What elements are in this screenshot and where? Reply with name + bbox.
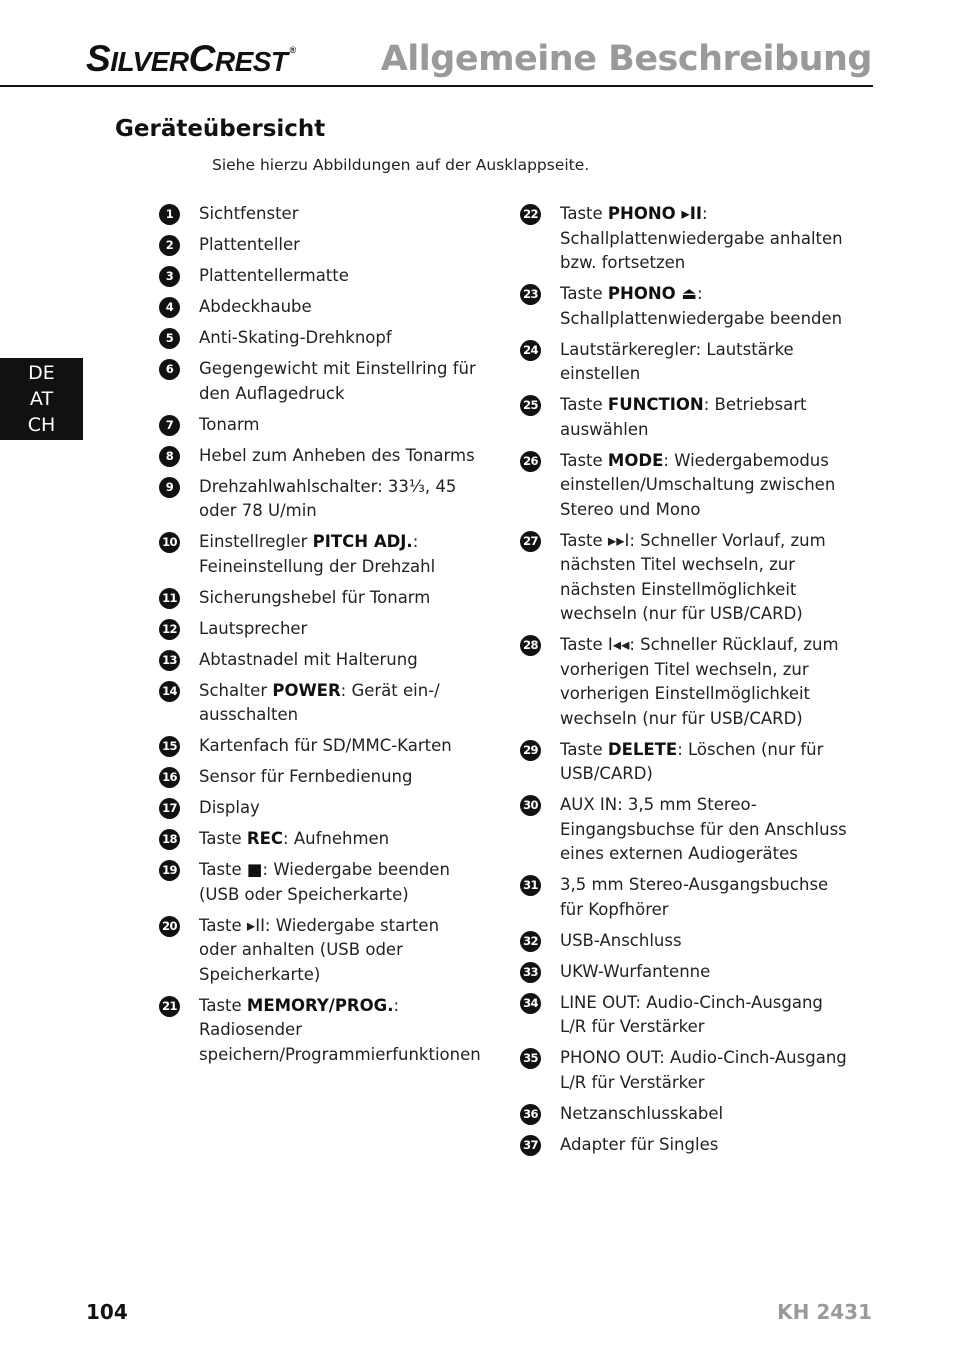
item-description bbox=[560, 875, 828, 919]
list-item bbox=[159, 648, 479, 673]
item-text: Einstellregler bbox=[199, 532, 313, 551]
item-text: : Aufnehmen bbox=[283, 829, 390, 848]
item-text: Taste bbox=[199, 995, 247, 1015]
page-title: Allgemeine Beschreibung bbox=[380, 39, 872, 79]
page-number: 104 bbox=[86, 1300, 128, 1324]
item-number-badge: 31 bbox=[520, 875, 541, 896]
item-text: Lautsprecher bbox=[199, 618, 308, 638]
item-description bbox=[199, 650, 418, 669]
list-item bbox=[520, 738, 850, 787]
item-text: Lautstärkeregler: Lautstärke einstellen bbox=[560, 339, 794, 383]
item-number-badge: 17 bbox=[159, 798, 180, 819]
item-text: Taste bbox=[560, 284, 608, 303]
language-code-at: AT bbox=[29, 388, 54, 410]
item-text: 3,5 mm Stereo-Ausgangsbuchse für Kopfhörer bbox=[560, 875, 829, 919]
item-text: Taste bbox=[199, 829, 247, 848]
section-heading: Geräteübersicht bbox=[115, 116, 326, 142]
item-text: Drehzahlwahlschalter: 33⅓, 45 oder 78 U/min bbox=[199, 476, 457, 520]
item-description bbox=[560, 1104, 723, 1123]
list-item bbox=[520, 338, 850, 387]
intro-text: Siehe hierzu Abbildungen auf der Ausklappseite. bbox=[212, 156, 590, 174]
list-item bbox=[520, 873, 850, 922]
item-description bbox=[199, 829, 389, 848]
item-number-badge: 37 bbox=[520, 1135, 541, 1156]
item-description bbox=[199, 996, 481, 1064]
item-number-badge: 21 bbox=[159, 996, 180, 1017]
item-text: : Schallplattenwiedergabe beenden bbox=[560, 284, 843, 328]
item-number-badge: 36 bbox=[520, 1104, 541, 1125]
list-item bbox=[159, 295, 479, 320]
item-description bbox=[560, 451, 835, 519]
item-description bbox=[560, 531, 826, 624]
item-text: : Betriebsart auswählen bbox=[560, 395, 807, 439]
list-item bbox=[520, 991, 850, 1040]
list-item bbox=[159, 765, 479, 790]
item-text: Netzanschlusskabel bbox=[560, 1103, 724, 1123]
item-number-badge: 32 bbox=[520, 931, 541, 952]
item-description bbox=[560, 284, 842, 328]
item-text: Taste bbox=[199, 860, 247, 879]
list-item bbox=[159, 617, 479, 642]
item-description bbox=[199, 916, 439, 984]
item-number-badge: 27 bbox=[520, 531, 541, 552]
item-number-badge: 12 bbox=[159, 619, 180, 640]
item-number-badge: 28 bbox=[520, 635, 541, 656]
list-item bbox=[159, 530, 479, 579]
list-item bbox=[520, 529, 850, 627]
item-text: Kartenfach für SD/MMC-Karten bbox=[199, 736, 452, 755]
item-number-badge: 25 bbox=[520, 395, 541, 416]
item-keyword: PITCH ADJ. bbox=[312, 532, 413, 551]
language-code-de: DE bbox=[28, 362, 55, 384]
logo-initial-c: C bbox=[188, 38, 215, 79]
item-keyword: ■ bbox=[246, 860, 263, 879]
item-description bbox=[560, 395, 806, 439]
item-text: Sichtfenster bbox=[199, 204, 299, 223]
list-item bbox=[159, 734, 479, 759]
list-item bbox=[159, 202, 479, 227]
list-item bbox=[159, 264, 479, 289]
item-description bbox=[560, 962, 710, 981]
item-description bbox=[199, 359, 476, 403]
item-text: Plattenteller bbox=[199, 235, 300, 254]
list-item bbox=[520, 929, 850, 954]
list-item bbox=[159, 914, 479, 988]
item-text: UKW-Wurfantenne bbox=[560, 961, 711, 981]
language-tab bbox=[0, 358, 83, 440]
item-text: Hebel zum Anheben des Tonarms bbox=[199, 445, 475, 465]
item-keyword: REC bbox=[246, 829, 284, 848]
item-description bbox=[560, 340, 794, 384]
list-item bbox=[520, 960, 850, 985]
item-description bbox=[199, 681, 440, 725]
item-number-badge: 5 bbox=[159, 328, 180, 349]
list-item bbox=[520, 1133, 850, 1158]
item-text: PHONO OUT: Audio-Cinch-Ausgang L/R für Verstärker bbox=[560, 1048, 847, 1092]
item-text: Schalter bbox=[199, 680, 273, 700]
item-text: Gegengewicht mit Einstellring für den Auflagedruck bbox=[199, 359, 476, 403]
item-number-badge: 1 bbox=[159, 204, 180, 225]
item-text: : Feineinstellung der Drehzahl bbox=[199, 532, 436, 576]
item-text: Abtastnadel mit Halterung bbox=[199, 649, 418, 669]
item-keyword: FUNCTION bbox=[607, 395, 704, 414]
item-number-badge: 11 bbox=[159, 588, 180, 609]
parts-list-right bbox=[520, 202, 850, 1164]
item-text: LINE OUT: Audio-Cinch-Ausgang L/R für Verstärker bbox=[560, 992, 823, 1036]
item-text: Sensor für Fernbedienung bbox=[199, 767, 413, 786]
item-keyword: MODE bbox=[607, 450, 664, 470]
item-text: Taste bbox=[560, 739, 608, 759]
item-number-badge: 24 bbox=[520, 340, 541, 361]
item-text: Adapter für Singles bbox=[560, 1134, 719, 1154]
item-description bbox=[199, 297, 312, 316]
item-description bbox=[560, 635, 839, 728]
item-number-badge: 22 bbox=[520, 204, 541, 225]
item-text: : Radiosender speichern/Programmierfunktionen bbox=[199, 995, 481, 1064]
item-keyword: POWER bbox=[272, 680, 341, 700]
item-description bbox=[560, 795, 847, 863]
item-text: : Schallplattenwiedergabe anhalten bzw. fortsetzen bbox=[560, 204, 843, 272]
parts-list-left bbox=[159, 202, 479, 1074]
item-number-badge: 14 bbox=[159, 681, 180, 702]
list-item bbox=[520, 793, 850, 867]
item-number-badge: 6 bbox=[159, 359, 180, 380]
list-item bbox=[159, 679, 479, 728]
item-description bbox=[199, 328, 392, 347]
item-text: Display bbox=[199, 798, 260, 817]
list-item bbox=[159, 444, 479, 469]
list-item bbox=[520, 202, 850, 276]
model-number: KH 2431 bbox=[777, 1300, 872, 1324]
item-number-badge: 10 bbox=[159, 532, 180, 553]
list-item bbox=[159, 586, 479, 611]
list-item bbox=[159, 475, 479, 524]
list-item bbox=[520, 449, 850, 523]
item-number-badge: 4 bbox=[159, 297, 180, 318]
logo-part-ilver: ILVER bbox=[110, 46, 189, 77]
logo-part-rest: REST bbox=[214, 46, 288, 77]
item-number-badge: 3 bbox=[159, 266, 180, 287]
list-item bbox=[159, 994, 479, 1068]
item-description bbox=[560, 204, 843, 272]
item-text: Plattentellermatte bbox=[199, 266, 349, 285]
item-keyword: DELETE bbox=[607, 739, 678, 759]
header-divider bbox=[0, 85, 873, 87]
item-description bbox=[560, 740, 823, 784]
item-keyword: MEMORY/PROG. bbox=[246, 995, 394, 1015]
item-text: : Wiedergabe beenden (USB oder Speicherkarte) bbox=[199, 860, 450, 904]
item-text: Sicherungshebel für Tonarm bbox=[199, 587, 431, 607]
item-number-badge: 13 bbox=[159, 650, 180, 671]
list-item bbox=[159, 827, 479, 852]
item-number-badge: 2 bbox=[159, 235, 180, 256]
item-number-badge: 7 bbox=[159, 415, 180, 436]
item-text: Abdeckhaube bbox=[199, 297, 312, 316]
item-text: USB-Anschluss bbox=[560, 930, 682, 950]
item-description bbox=[199, 588, 430, 607]
item-number-badge: 30 bbox=[520, 795, 541, 816]
item-description bbox=[199, 736, 452, 755]
logo-initial-s: S bbox=[86, 38, 111, 79]
list-item bbox=[159, 413, 479, 438]
list-item bbox=[159, 357, 479, 406]
item-number-badge: 19 bbox=[159, 860, 180, 881]
item-description bbox=[199, 266, 349, 285]
item-text: : Gerät ein-/ ausschalten bbox=[199, 680, 440, 724]
list-item bbox=[159, 326, 479, 351]
item-number-badge: 9 bbox=[159, 477, 180, 498]
item-description bbox=[199, 619, 307, 638]
item-number-badge: 29 bbox=[520, 740, 541, 761]
item-text: Taste bbox=[560, 395, 608, 414]
item-number-badge: 16 bbox=[159, 767, 180, 788]
item-description bbox=[199, 532, 435, 576]
registered-mark: ® bbox=[289, 45, 296, 55]
item-number-badge: 35 bbox=[520, 1048, 541, 1069]
item-number-badge: 23 bbox=[520, 284, 541, 305]
item-text: Anti-Skating-Drehknopf bbox=[199, 328, 392, 347]
item-text: Taste ▸II: Wiedergabe starten oder anhalten (USB oder Speicherkarte) bbox=[199, 915, 440, 984]
item-description bbox=[199, 446, 475, 465]
item-text: Taste ▸▸I: Schneller Vorlauf, zum nächsten Titel wechseln, zur nächsten Einstellmöglichkeit wechseln (nur für USB/CARD) bbox=[560, 530, 826, 623]
item-description bbox=[560, 1048, 847, 1092]
item-number-badge: 20 bbox=[159, 916, 180, 937]
item-text: : Löschen (nur für USB/CARD) bbox=[560, 739, 824, 783]
item-description bbox=[560, 993, 823, 1037]
item-keyword: PHONO ▸II bbox=[607, 204, 702, 223]
item-description bbox=[560, 931, 682, 950]
item-text: : Wiedergabemodus einstellen/Umschaltung zwischen Stereo und Mono bbox=[560, 450, 836, 519]
item-text: AUX IN: 3,5 mm Stereo-Eingangsbuchse für den Anschluss eines externen Audiogerätes bbox=[560, 795, 847, 863]
item-text: Taste bbox=[560, 204, 608, 223]
list-item bbox=[159, 796, 479, 821]
item-number-badge: 18 bbox=[159, 829, 180, 850]
item-description bbox=[199, 767, 412, 786]
item-number-badge: 34 bbox=[520, 993, 541, 1014]
item-number-badge: 15 bbox=[159, 736, 180, 757]
item-text: Tonarm bbox=[199, 414, 260, 434]
item-description bbox=[199, 415, 260, 434]
item-text: Taste I◂◂: Schneller Rücklauf, zum vorherigen Titel wechseln, zur vorherigen Einstellmöglichkeit wechseln (nur für USB/CARD) bbox=[560, 635, 839, 728]
list-item bbox=[159, 233, 479, 258]
list-item bbox=[520, 282, 850, 331]
item-description bbox=[560, 1135, 718, 1154]
list-item bbox=[520, 633, 850, 731]
item-description bbox=[199, 477, 456, 521]
item-text: Taste bbox=[560, 450, 608, 470]
item-number-badge: 33 bbox=[520, 962, 541, 983]
item-number-badge: 8 bbox=[159, 446, 180, 467]
item-description bbox=[199, 235, 300, 254]
item-number-badge: 26 bbox=[520, 451, 541, 472]
list-item bbox=[159, 858, 479, 907]
brand-logo bbox=[86, 40, 296, 77]
item-description bbox=[199, 204, 298, 223]
list-item bbox=[520, 1046, 850, 1095]
list-item bbox=[520, 1102, 850, 1127]
item-keyword: PHONO ⏏ bbox=[607, 284, 698, 303]
item-description bbox=[199, 798, 260, 817]
language-code-ch: CH bbox=[27, 414, 56, 436]
item-description bbox=[199, 860, 450, 904]
list-item bbox=[520, 393, 850, 442]
